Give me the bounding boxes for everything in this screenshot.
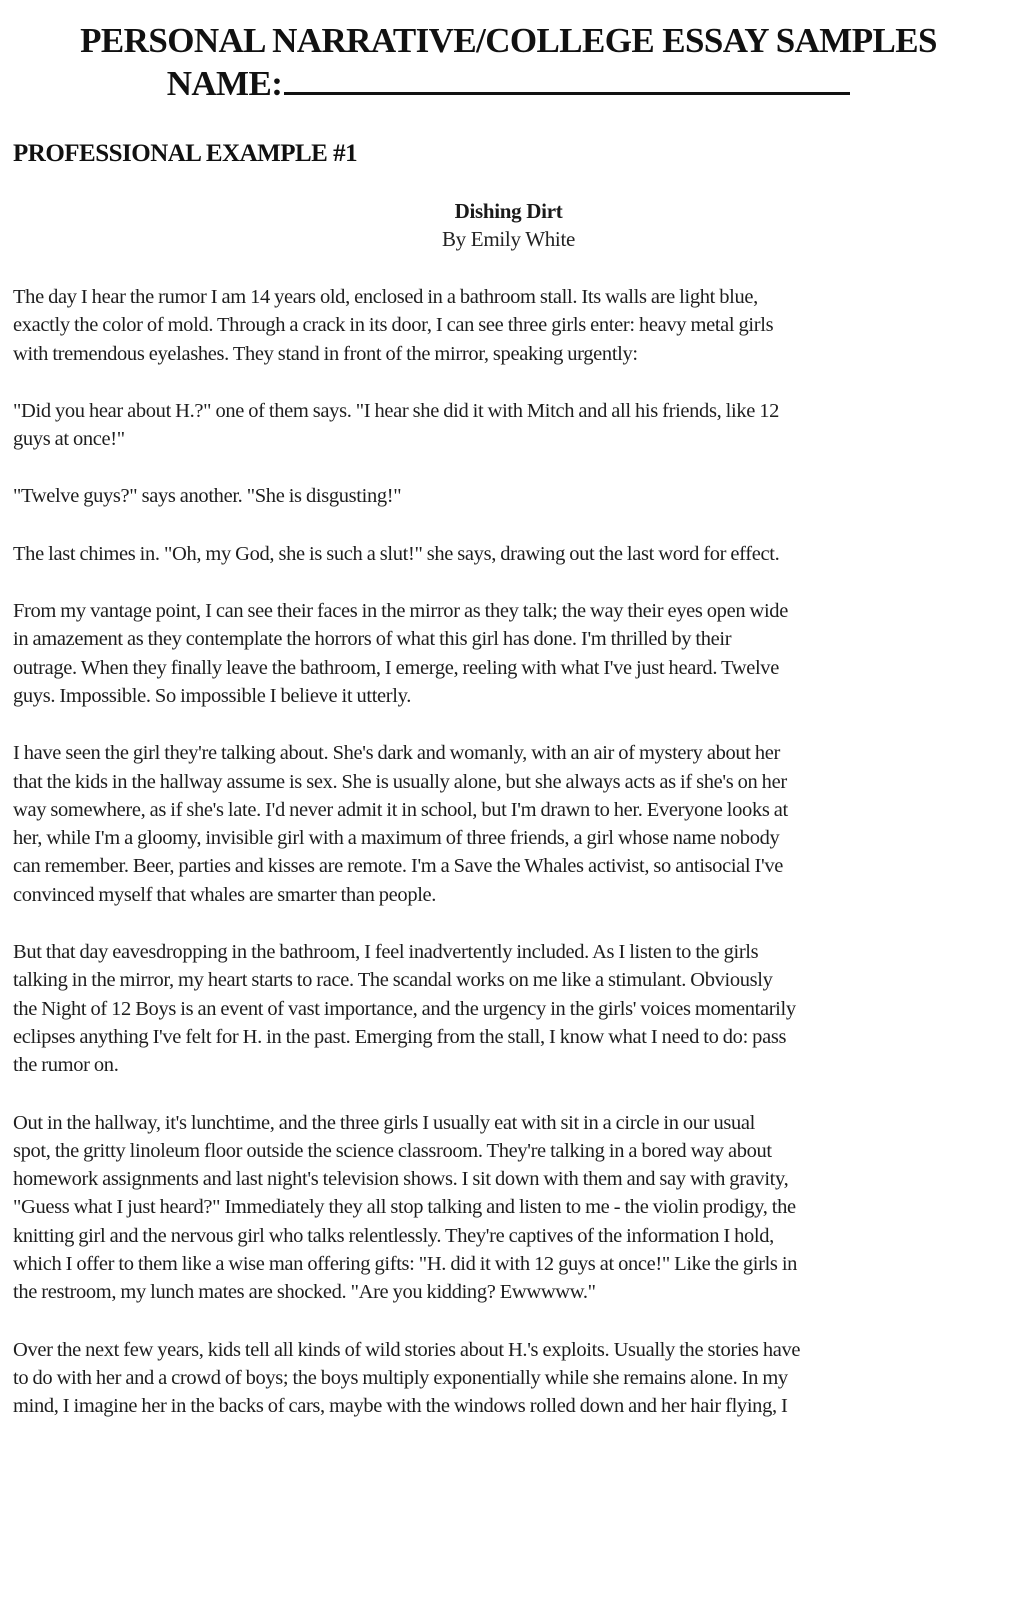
paragraph-3 [13,482,1003,510]
title-line-1: PERSONAL NARRATIVE/COLLEGE ESSAY SAMPLES [80,21,937,60]
document-title [0,20,1017,105]
text-line: the restroom, my lunch mates are shocked. "Are you kidding? Ewwwww." [13,1281,596,1304]
text-line: the Night of 12 Boys is an event of vast importance, and the urgency in the girls' voices momentarily [13,997,796,1020]
essay-title: Dishing Dirt [454,199,563,223]
text-line: can remember. Beer, parties and kisses are remote. I'm a Save the Whales activist, so antisocial I've [13,855,784,878]
text-line: convinced myself that whales are smarter than people. [13,883,437,906]
paragraph-2 [13,397,1003,454]
text-line: I have seen the girl they're talking about. She's dark and womanly, with an air of mystery about her [13,742,781,765]
text-line: "Did you hear about H.?" one of them says. "I hear she did it with Mitch and all his friends, like 12 [13,399,780,422]
text-line: Out in the hallway, it's lunchtime, and the three girls I usually eat with sit in a circle in our usual [13,1111,755,1134]
text-line: But that day eavesdropping in the bathroom, I feel inadvertently included. As I listen to the girls [13,941,759,964]
paragraph-5 [13,597,1003,710]
essay-body [13,283,1003,1450]
text-line: Over the next few years, kids tell all kinds of wild stories about H.'s exploits. Usually the stories have [13,1338,801,1361]
text-line: knitting girl and the nervous girl who talks relentlessly. They're captives of the information I hold, [13,1224,774,1247]
text-line: the rumor on. [13,1054,119,1077]
text-line: The day I hear the rumor I am 14 years old, enclosed in a bathroom stall. Its walls are light blue, [13,286,758,308]
text-line: outrage. When they finally leave the bathroom, I emerge, reeling with what I've just heard. Twelve [13,656,779,679]
text-line: From my vantage point, I can see their faces in the mirror as they talk; the way their eyes open wide [13,600,788,623]
name-blank-field[interactable] [284,62,850,95]
section-heading: PROFESSIONAL EXAMPLE #1 [13,140,358,167]
text-line: spot, the gritty linoleum floor outside the science classroom. They're talking in a bored way about [13,1139,772,1162]
text-line: "Twelve guys?" says another. "She is disgusting!" [13,485,402,508]
text-line: eclipses anything I've felt for H. in the past. Emerging from the stall, I know what I need to do: pass [13,1025,787,1048]
name-label: NAME: [166,64,283,103]
essay-author: By Emily White [441,227,576,251]
text-line: The last chimes in. "Oh, my God, she is such a slut!" she says, drawing out the last word for effect. [13,542,780,565]
paragraph-8 [13,1109,1003,1307]
text-line: her, while I'm a gloomy, invisible girl with a maximum of three friends, a girl whose name nobody [13,827,780,850]
text-line: guys at once!" [13,428,125,451]
text-line: mind, I imagine her in the backs of cars, maybe with the windows rolled down and her hair flying, I [13,1395,788,1418]
text-line: "Guess what I just heard?" Immediately they all stop talking and listen to me - the violin prodigy, the [13,1196,796,1219]
name-row [0,62,1017,105]
paragraph-6 [13,739,1003,909]
paragraph-7 [13,938,1003,1079]
text-line: in amazement as they contemplate the horrors of what this girl has done. I'm thrilled by their [13,628,732,651]
text-line: to do with her and a crowd of boys; the boys multiply exponentially while she remains alone. In my [13,1366,788,1389]
text-line: homework assignments and last night's television shows. I sit down with them and say with gravity, [13,1168,789,1191]
paragraph-1 [13,283,1003,368]
text-line: with tremendous eyelashes. They stand in front of the mirror, speaking urgently: [13,342,638,365]
text-line: exactly the color of mold. Through a crack in its door, I can see three girls enter: heavy metal girls [13,314,774,337]
text-line: guys. Impossible. So impossible I believe it utterly. [13,684,411,707]
paragraph-9 [13,1336,1003,1421]
paragraph-4 [13,540,1003,568]
text-line: that the kids in the hallway assume is sex. She is usually alone, but she always acts as if she's on her [13,770,787,793]
text-line: which I offer to them like a wise man offering gifts: "H. did it with 12 guys at once!" Like the girls in [13,1253,798,1276]
text-line: way somewhere, as if she's late. I'd never admit it in school, but I'm drawn to her. Everyone looks at [13,798,788,821]
text-line: talking in the mirror, my heart starts to race. The scandal works on me like a stimulant. Obviously [13,969,773,992]
